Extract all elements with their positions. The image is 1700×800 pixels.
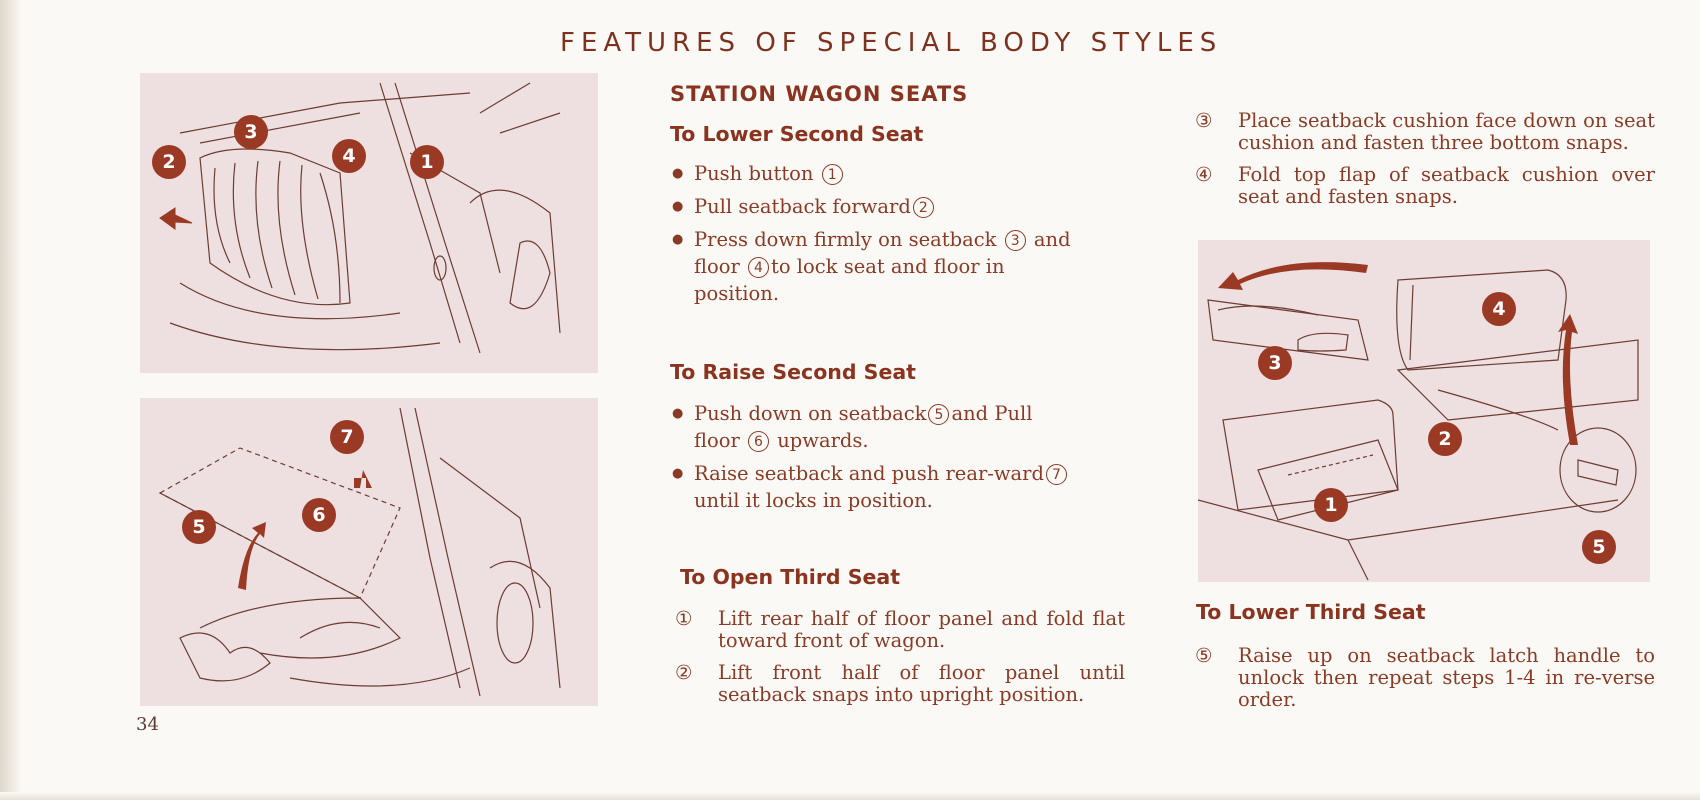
illustration-lower-second-seat: [140, 73, 598, 373]
marker-badge: 3: [234, 115, 268, 149]
step-text: Place seatback cushion face down on seat cushion and fasten three bottom snaps.: [1238, 109, 1655, 154]
illustration-raise-second-seat: [140, 398, 598, 706]
step-text: Lift front half of floor panel until seatback snaps into upright position.: [718, 661, 1125, 706]
step-number: ②: [675, 661, 693, 684]
marker-1: [1314, 488, 1348, 522]
marker-3: [1258, 346, 1292, 380]
marker-badge: 1: [410, 145, 444, 179]
page-gutter: [0, 0, 22, 800]
marker-1: [410, 145, 444, 179]
step-text: Raise up on seatback latch handle to unlock then repeat steps 1-4 in re-verse order.: [1238, 644, 1655, 711]
list-item: ● Push down on seatback 5 and Pull floor 6 upwards.: [672, 400, 1072, 454]
marker-badge: 5: [182, 510, 216, 544]
marker-badge: 3: [1258, 346, 1292, 380]
marker-3: [234, 115, 268, 149]
marker-5: [182, 510, 216, 544]
subheading-lower-third-seat: To Lower Third Seat: [1196, 600, 1426, 624]
open-third-seat-steps: [675, 608, 1125, 716]
step-number: ④: [1195, 163, 1213, 186]
step-number-badge: 1: [822, 164, 843, 185]
step-number: ⑤: [1195, 644, 1213, 667]
seat-drawing-2: [140, 398, 598, 706]
list-item: ● Press down firmly on seatback 3 and floor 4 to lock seat and floor in position.: [672, 226, 1072, 307]
section-heading: STATION WAGON SEATS: [670, 82, 969, 106]
step-number-badge: 3: [1005, 230, 1026, 251]
page-title: FEATURES OF SPECIAL BODY STYLES: [560, 28, 1223, 58]
step-text: Lift rear half of floor panel and fold flat toward front of wagon.: [718, 607, 1125, 652]
step-number-badge: 2: [913, 197, 934, 218]
step-text: Fold top flap of seatback cushion over seat and fasten snaps.: [1238, 163, 1655, 208]
list-item: ● Raise seatback and push rear-ward 7 until it locks in position.: [672, 460, 1072, 514]
illustration-third-seat: [1198, 240, 1650, 582]
marker-badge: 2: [1428, 422, 1462, 456]
marker-badge: 1: [1314, 488, 1348, 522]
subheading-lower-second-seat: To Lower Second Seat: [670, 122, 924, 146]
marker-4: [332, 139, 366, 173]
marker-badge: 4: [1482, 292, 1516, 326]
subheading-open-third-seat: To Open Third Seat: [680, 565, 901, 589]
lower-second-seat-list: [672, 160, 1072, 313]
step-number: ①: [675, 607, 693, 630]
subheading-raise-second-seat: To Raise Second Seat: [670, 360, 916, 384]
page-bottom-edge: [0, 792, 1700, 800]
list-item: [675, 662, 1125, 706]
marker-6: [302, 498, 336, 532]
step-number-badge: 6: [748, 431, 769, 452]
marker-badge: 6: [302, 498, 336, 532]
step-number-badge: 7: [1046, 464, 1067, 485]
marker-5: [1582, 530, 1616, 564]
list-item: [1195, 164, 1655, 208]
page-number: 34: [136, 714, 159, 735]
step-number-badge: 4: [748, 257, 769, 278]
marker-2: [1428, 422, 1462, 456]
list-item: [1195, 645, 1655, 711]
marker-badge: 4: [332, 139, 366, 173]
marker-2: [152, 145, 186, 179]
seat-drawing-1: [140, 73, 598, 373]
marker-badge: 2: [152, 145, 186, 179]
list-item: ● Push button 1: [672, 160, 1072, 187]
step-number: ③: [1195, 109, 1213, 132]
third-seat-steps-continued: [1195, 110, 1655, 218]
list-item: ● Pull seatback forward 2: [672, 193, 1072, 220]
marker-7: [330, 420, 364, 454]
marker-badge: 7: [330, 420, 364, 454]
marker-4: [1482, 292, 1516, 326]
raise-second-seat-list: [672, 400, 1072, 520]
marker-badge: 5: [1582, 530, 1616, 564]
step-number-badge: 5: [928, 404, 949, 425]
list-item: [1195, 110, 1655, 154]
list-item: [675, 608, 1125, 652]
lower-third-seat-steps: [1195, 645, 1655, 721]
